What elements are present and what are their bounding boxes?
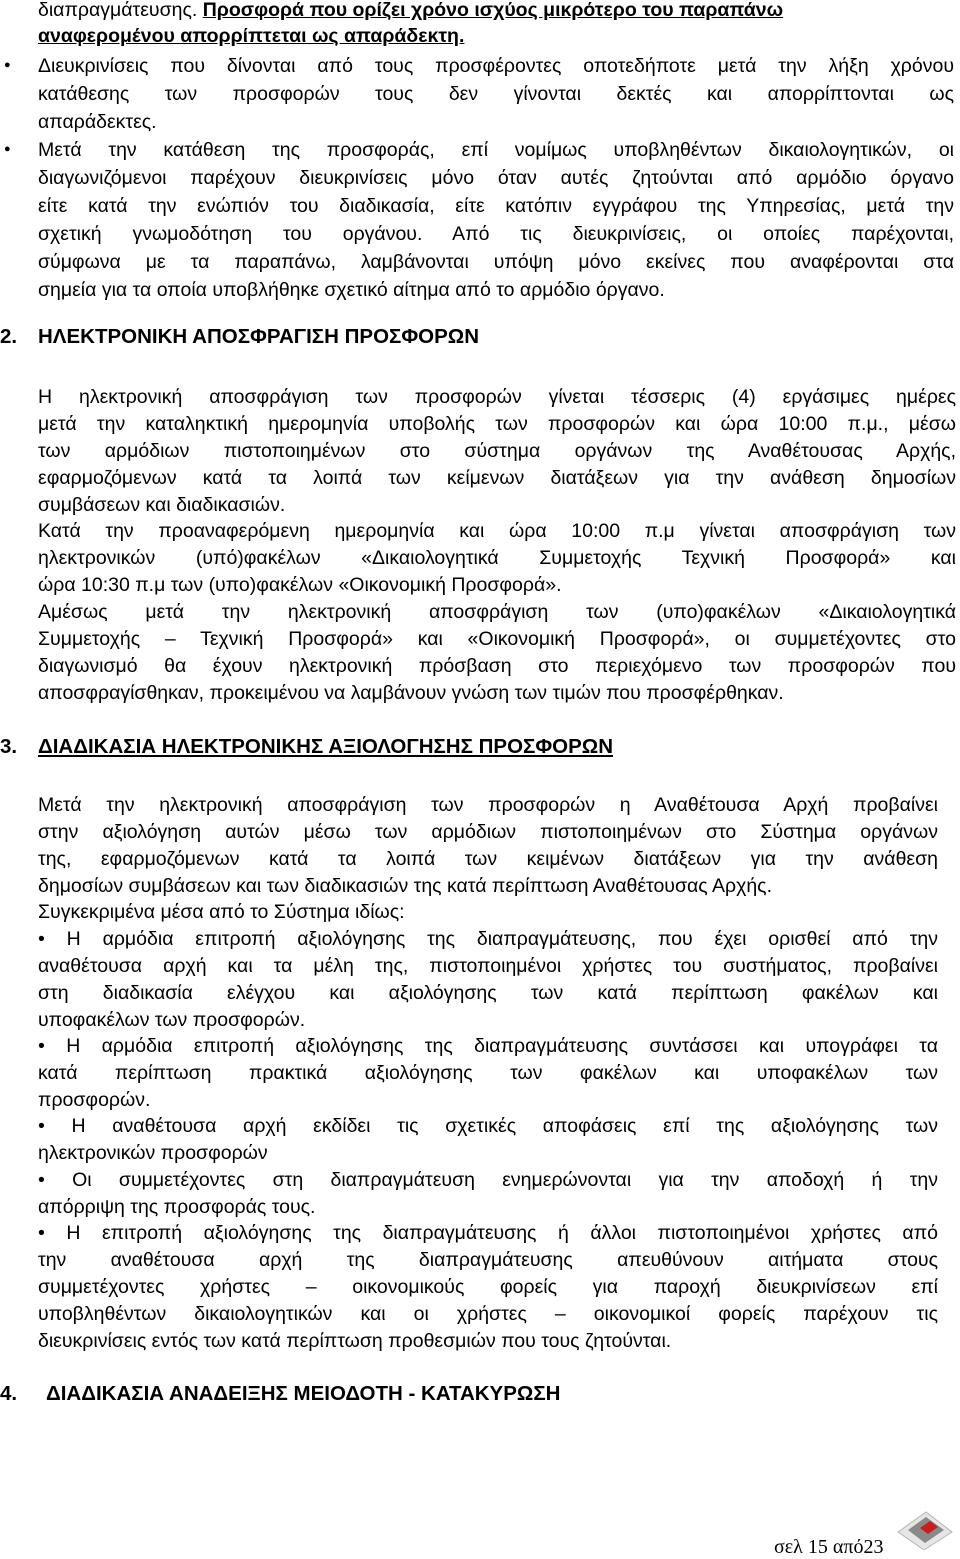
bullet-1-line-2: κατάθεσης των προσφορών τους δεν γίνονται δεκτές και απορρίπτονται ως [38, 83, 954, 105]
section-2-line-8: ώρα 10:30 π.μ των (υπο)φακέλων «Οικονομική Προσφορά». [38, 574, 562, 596]
section-3-line-2: στην αξιολόγηση αυτών μέσω των αρμόδιων πιστοποιημένων στο Σύστημα οργάνων [38, 821, 938, 843]
section-2-line-4: εφαρμοζόμενων κατά τα λοιπά των κείμενων διατάξεων για την ανάθεση δημοσίων [38, 467, 956, 489]
section-2-title: ΗΛΕΚΤΡΟΝΙΚΗ ΑΠΟΣΦΡΑΓΙΣΗ ΠΡΟΣΦΟΡΩΝ [38, 325, 480, 348]
bullet-2-line-6: σημεία για τα οποία υποβλήθηκε σχετικό αίτημα από το αρμόδιο όργανο. [38, 279, 665, 301]
section-2-line-1: Η ηλεκτρονική αποσφράγιση των προσφορών γίνεται τέσσερις (4) εργάσιμες ημέρες [38, 386, 956, 408]
section-3-line-17: • Η επιτροπή αξιολόγησης της διαπραγμάτευσης ή άλλοι πιστοποιημένοι χρήστες από [38, 1222, 938, 1244]
bullet-icon: ● [4, 59, 11, 71]
section-2-line-6: Κατά την προαναφερόμενη ημερομηνία και ώρα 10:00 π.μ γίνεται αποσφράγιση των [38, 520, 956, 542]
bullet-1-line-1: Διευκρινίσεις που δίνονται από τους προσφέροντες οποτεδήποτε μετά την λήξη χρόνου [38, 55, 954, 77]
section-3-line-13: • Η αναθέτουσα αρχή εκδίδει τις σχετικές αποφάσεις επί της αξιολόγησης των [38, 1115, 938, 1137]
section-3-line-6: • Η αρμόδια επιτροπή αξιολόγησης της διαπραγμάτευσης, που έχει ορισθεί από την [38, 928, 938, 950]
bullet-2-line-1: Μετά την κατάθεση της προσφοράς, επί νομίμως υποβληθέντων δικαιολογητικών, οι [38, 139, 954, 161]
section-3-line-5: Συγκεκριμένα μέσα από το Σύστημα ιδίως: [38, 901, 405, 923]
section-3-line-18: την αναθέτουσα αρχή της διαπραγμάτευσης απευθύνουν αιτήματα στους [38, 1249, 938, 1271]
section-2-line-10: Συμμετοχής – Τεχνική Προσφορά» και «Οικονομική Προσφορά», οι συμμετέχοντες στο [38, 628, 956, 650]
section-3-title: ΔΙΑΔΙΚΑΣΙΑ ΗΛΕΚΤΡΟΝΙΚΗΣ ΑΞΙΟΛΟΓΗΣΗΣ ΠΡΟΣΦΟΡΩΝ [38, 735, 614, 758]
bullet-2-line-4: σχετική γνωμοδότηση του οργάνου. Από τις διευκρινίσεις, οι οποίες παρέχονται, [38, 223, 954, 245]
text-run: διαπραγμάτευσης. [38, 0, 203, 21]
section-3-line-20: υποβληθέντων δικαιολογητικών και οι χρήστες – οικονομικοί φορείς παρέχουν τις [38, 1303, 938, 1325]
section-3-line-1: Μετά την ηλεκτρονική αποσφράγιση των προσφορών η Αναθέτουσα Αρχή προβαίνει [38, 794, 938, 816]
continuation-line-2 [38, 23, 464, 49]
bullet-2-line-2: διαγωνιζόμενοι παρέχουν διευκρινίσεις μόνο όταν αυτές ζητούνται από αρμόδιο όργανο [38, 167, 954, 189]
emphasized-text: αναφερομένου απορρίπτεται ως απαράδεκτη. [38, 25, 465, 47]
section-3-line-14: ηλεκτρονικών προσφορών [38, 1142, 268, 1164]
section-2-line-11: διαγωνισμό θα έχουν ηλεκτρονική πρόσβαση στο περιεχόμενο των προσφορών που [38, 655, 956, 677]
section-3-line-11: κατά περίπτωση πρακτικά αξιολόγησης των φακέλων και υποφακέλων των [38, 1062, 938, 1084]
section-3-line-8: στη διαδικασία ελέγχου και αξιολόγησης των κατά περίπτωση φακέλων και [38, 982, 938, 1004]
section-3-line-4: δημοσίων συμβάσεων και των διαδικασιών της κατά περίπτωση Αναθέτουσας Αρχής. [38, 875, 772, 897]
section-3-line-10: • Η αρμόδια επιτροπή αξιολόγησης της διαπραγμάτευσης συντάσσει και υπογράφει τα [38, 1035, 938, 1057]
section-2-line-7: ηλεκτρονικών (υπό)φακέλων «Δικαιολογητικά Συμμετοχής Τεχνική Προσφορά» και [38, 547, 956, 569]
section-2-line-3: των αρμόδιων πιστοποιημένων στο σύστημα οργάνων της Αναθέτουσας Αρχής, [38, 440, 956, 462]
section-2-line-5: συμβάσεων και διαδικασιών. [38, 494, 286, 516]
page-corner-icon [894, 1506, 956, 1550]
continuation-line-1 [38, 0, 783, 23]
section-3-line-9: υποφακέλων των προσφορών. [38, 1009, 306, 1031]
bullet-2-line-5: σύμφωνα με τα παραπάνω, λαμβάνονται υπόψη μόνο εκείνες που αναφέρονται στα [38, 251, 954, 273]
section-2-line-2: μετά την καταληκτική ημερομηνία υποβολής των προσφορών και ώρα 10:00 π.μ., μέσω [38, 413, 956, 435]
section-2-number: 2. [0, 325, 18, 348]
section-3-line-16: απόρριψη της προσφοράς τους. [38, 1196, 316, 1218]
section-3-line-3: της, εφαρμοζόμενων κατά τα λοιπά των κειμένων διατάξεων για την ανάθεση [38, 848, 938, 870]
bullet-1-line-3: απαράδεκτες. [38, 111, 157, 133]
bullet-icon: ● [4, 143, 11, 155]
section-2-line-9: Αμέσως μετά την ηλεκτρονική αποσφράγιση των (υπο)φακέλων «Δικαιολογητικά [38, 601, 956, 623]
section-3-line-12: προσφορών. [38, 1089, 151, 1111]
section-3-line-19: συμμετέχοντες χρήστες – οικονομικούς φορείς για παροχή διευκρινίσεων επί [38, 1276, 938, 1298]
page-number: σελ 15 από23 [774, 1536, 884, 1558]
bullet-2-line-3: είτε κατά την ενώπιόν του διαδικασία, είτε κατόπιν εγγράφου της Υπηρεσίας, μετά την [38, 195, 954, 217]
section-4-number: 4. [0, 1382, 18, 1405]
section-3-line-21: διευκρινίσεις εντός των κατά περίπτωση προθεσμιών που τους ζητούνται. [38, 1330, 672, 1352]
emphasized-text: Προσφορά που ορίζει χρόνο ισχύος μικρότερο του παραπάνω [202, 0, 784, 21]
section-4-title: ΔΙΑΔΙΚΑΣΙΑ ΑΝΑΔΕΙΞΗΣ ΜΕΙΟΔΟΤΗ - ΚΑΤΑΚΥΡΩΣΗ [46, 1382, 561, 1405]
section-3-line-15: • Οι συμμετέχοντες στη διαπραγμάτευση ενημερώνονται για την αποδοχή ή την [38, 1169, 938, 1191]
section-2-line-12: αποσφραγίσθηκαν, προκειμένου να λαμβάνουν γνώση των τιμών που προσφέρθηκαν. [38, 682, 784, 704]
section-3-number: 3. [0, 735, 18, 758]
section-3-line-7: αναθέτουσα αρχή και τα μέλη της, πιστοποιημένοι χρήστες του συστήματος, προβαίνει [38, 955, 938, 977]
